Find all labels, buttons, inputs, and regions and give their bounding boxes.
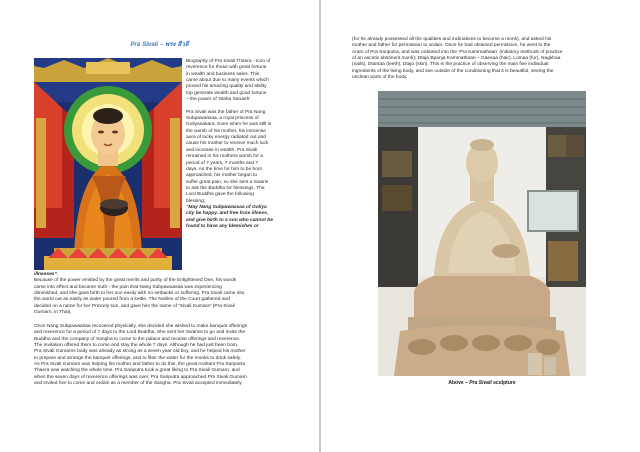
left-body-paragraph-2: Once Nang Subpawaasaa recovered physically, she decided she wished to make banquet offerings and reverence for a period of 7 days to the Lord Buddha. She sent her Swamis to go and invite the Buddha and the company of Sangha to come to the palace and receive offerings and reverence. The invitation offered them to come and stay the whole 7 days. Although he had just been born, Pra Sivali Gumarns body was already as strong as a seven year old boy, and he helped his mother to prepare and arrange the banquet offerings, and to filter the water for the monks to drink safely. As Pra Sivali Gumarn was helping his mother and father to do this, the great Arahant Pra Sariputra Thaera was watching the whole time. Pra Sariputra took a great liking to Pra Sivali Gumarn, and when the seven days of reverence offerings was over, Pra Sariputra approached Pra Sivali Gumarn and invited him to come and ordain as a member of the Sangha. Pra Sivali accepted immediately — [34, 324, 248, 387]
right-body-paragraph: (for he already possessed all the qualities and inclinations to become a monk), and asked his mother and father for permission to ordain. Once he had obtained permission, he went to the Aram of Pra Sariputra, and was ordained into the ‘Pra Kammathaan’ (initiatory methods of practice of an ascetic abstinent monk); Dtaja Bpanja Kammathaan – Gaesaa (hair), Lomaa (fur), Nagkhaa (nails), Dtantaa (teeth), Dtajo (skin). This is the practice of observing the main five individual ingredients of the living body, and see outside of the conditioning that it is beautiful, seeing the unclean parts of the body. — [352, 37, 563, 81]
pra-sivali-painting — [34, 58, 182, 270]
caption-subject: Pra Sivali — [469, 380, 492, 386]
left-side-text: Biography of Pra Sivali Thaera - Icon of reverence for those with great fortune in wealth and business sales. This came about due to many events which proved his amazing quality and ability top generate wealth and good fortune – the power of ‘Maha Sanaeh’ Pra Sivali was the father of Pra Nang Subpawaasaa, a royal princess of Goliyanakara. Even when he was still in the womb of his mother, his immense aura of lucky energy radiated out and cause his mother to receive much luck and increase in wealth. Pra Sivali remained in his mothers womb for a period of 7 years, 7 months and 7 days. As the time for him to be born approached, his mother began to suffer great pain, so she sent a Swami to ask the Buddha for blessings. The Lord Buddha gave the following blessing; “May Nang Subpawaasaa of Goliya city be happy, and free from illness, and give birth to a son who cannot be found to have any blemishes or — [186, 59, 273, 229]
caption-prefix: Above – — [448, 380, 470, 386]
pra-sivali-sculpture-photo — [378, 91, 586, 376]
caption-suffix: sculpture — [491, 380, 516, 386]
page-title: Pra Sivali – พระ สีวลี — [130, 41, 189, 48]
photo-caption — [378, 380, 586, 386]
left-body-paragraph-1: illnesses”. Because of the power emitted by the great merits and purity of the Enlightened One, his words came into effect and became truth - the pain that Nang Subpawaasaa was experiencing diminished, and she gave birth to her son easily with no setbacks or suffering. Pra Sivali came into the world out as easily as water poured from a kettle. The Nobles of the Court gathered and decided on a name for her Princely son, and gave him the name of “Sivali Kumara” (Pra Sivali Gumarn, in Thai). — [34, 272, 245, 316]
